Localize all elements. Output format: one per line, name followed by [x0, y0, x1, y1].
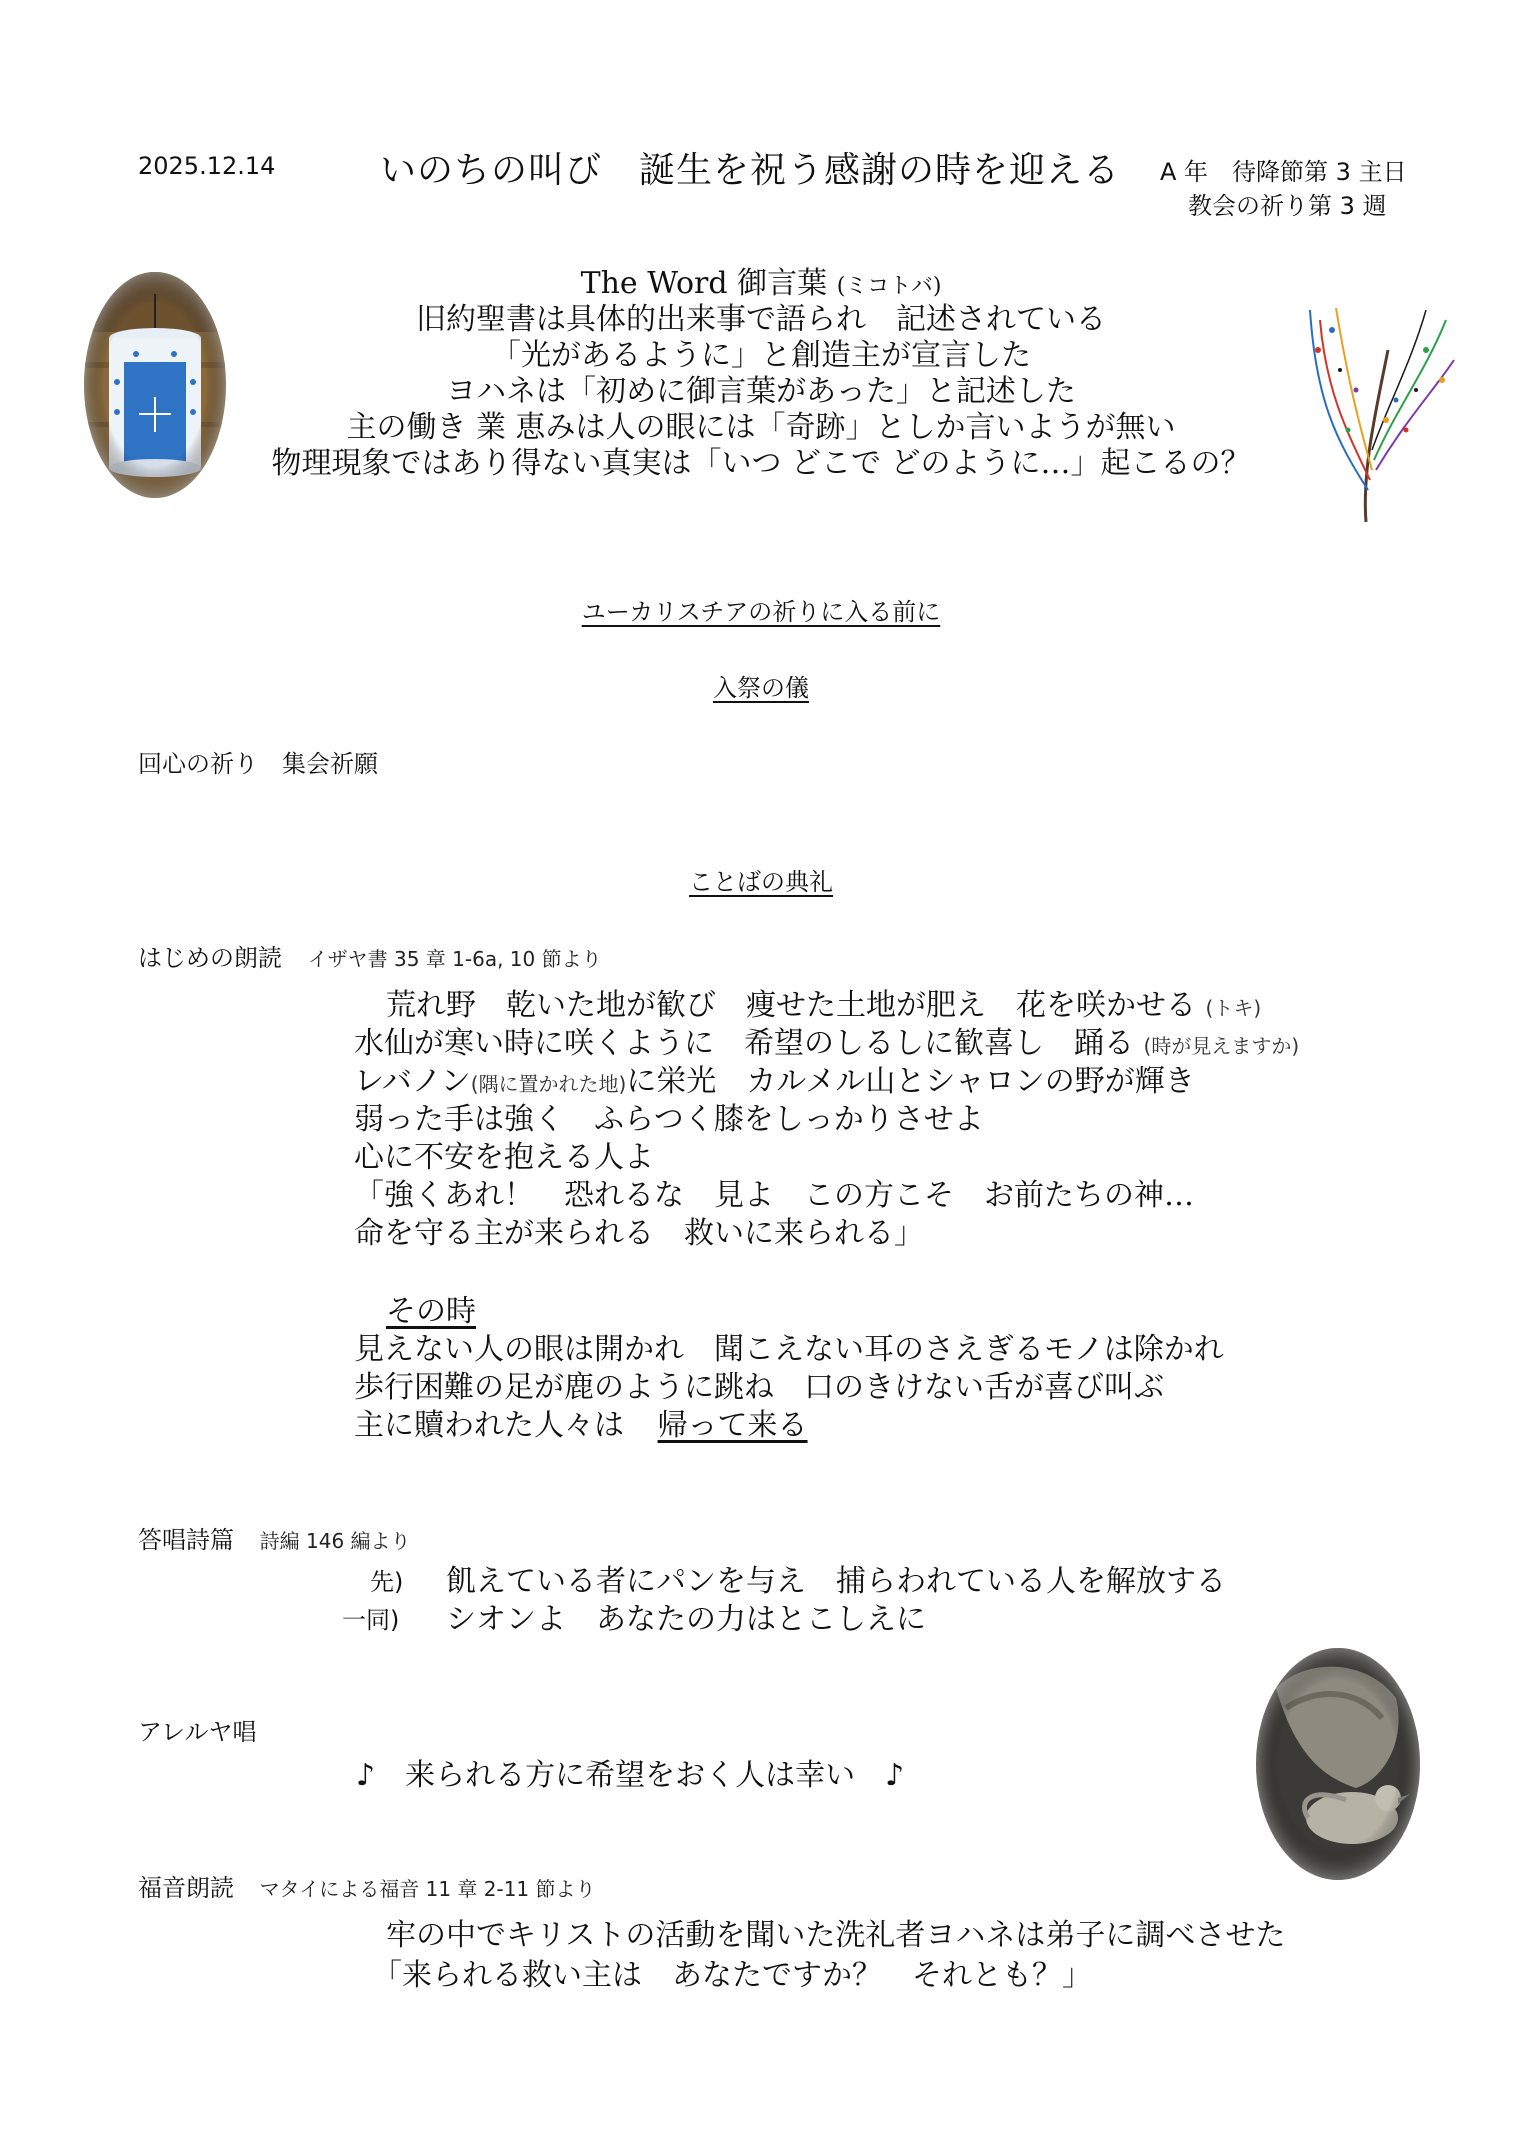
section-entrance-rite: 入祭の儀	[713, 674, 809, 702]
reading-line-8: その時	[386, 1294, 476, 1329]
reading-line-4: 弱った手は強く ふらつく膝をしっかりさせよ	[354, 1102, 984, 1137]
prayer-week: 教会の祈り第 3 週	[1188, 192, 1387, 220]
reading-line-1-text: 荒れ野 乾いた地が歓び 痩せた土地が肥え 花を咲かせる	[386, 988, 1196, 1023]
first-reading-reference: イザヤ書 35 章 1-6a, 10 節より	[307, 947, 602, 971]
reading-line-3-a: レバノン	[354, 1064, 471, 1099]
statue-photo	[1256, 1648, 1420, 1880]
reading-line-3-b: に栄光 カルメル山とシャロンの野が輝き	[626, 1064, 1195, 1099]
first-reading-title: はじめの朗読	[138, 944, 282, 972]
intro-heading-reading: (ミコトバ)	[836, 274, 942, 299]
reading-line-11	[354, 1400, 808, 1444]
reading-line-2-text: 水仙が寒い時に咲くように 希望のしるしに歓喜し 踊る	[354, 1026, 1134, 1061]
reading-line-7: 命を守る主が来られる 救いに来られる」	[354, 1216, 924, 1251]
penitential-prayer: 回心の祈り 集会祈願	[138, 750, 378, 778]
intro-line-3: 「光があるように」と創造主が宣言した	[491, 338, 1031, 373]
psalm-title: 答唱詩篇	[138, 1526, 234, 1554]
reading-line-9: 見えない人の眼は開かれ 聞こえない耳のさえぎるモノは除かれ	[354, 1332, 1224, 1367]
intro-heading: The Word 御言葉	[580, 266, 828, 301]
psalm-leader-text: 飢えている者にパンを与え 捕らわれている人を解放する	[446, 1564, 1226, 1599]
psalm-reference: 詩編 146 編より	[259, 1529, 411, 1553]
document-date: 2025.12.14	[138, 152, 276, 180]
section-liturgy-of-word: ことばの典礼	[689, 868, 833, 896]
reading-line-11-a: 主に贖われた人々は	[354, 1408, 624, 1443]
intro-line-6: 物理現象ではあり得ない真実は「いつ どこで どのように…」起こるの？	[271, 446, 1251, 481]
document-title: いのちの叫び 誕生を祝う感謝の時を迎える	[380, 150, 1121, 191]
first-reading-label	[138, 938, 602, 973]
gospel-reference: マタイによる福音 11 章 2-11 節より	[259, 1877, 596, 1901]
gospel-label	[138, 1868, 596, 1903]
section-before-eucharist: ユーカリスチアの祈りに入る前に	[581, 598, 941, 626]
alleluia-label: アレルヤ唱	[138, 1718, 257, 1746]
gospel-line-1: 牢の中でキリストの活動を聞いた洗礼者ヨハネは弟子に調べさせた	[386, 1918, 1286, 1953]
intro-line-4: ヨハネは「初めに御言葉があった」と記述した	[446, 374, 1076, 409]
reading-line-10: 歩行困難の足が鹿のように跳ね 口のきけない舌が喜び叫ぶ	[354, 1370, 1164, 1405]
reading-line-11-b: 帰って来る	[657, 1408, 808, 1443]
intro-line-2: 旧約聖書は具体的出来事で語られ 記述されている	[416, 302, 1106, 337]
alleluia-verse: ♪ 来られる方に希望をおく人は幸い ♪	[356, 1758, 905, 1793]
gospel-line-2: 「来られる救い主は あなたですか？ それとも？」	[372, 1958, 1092, 1993]
psalm-all-text: シオンよ あなたの力はとこしえに	[446, 1602, 926, 1637]
liturgical-season: A 年 待降節第 3 主日	[1160, 158, 1407, 186]
gospel-title: 福音朗読	[138, 1874, 234, 1902]
intro-line-5: 主の働き 業 恵みは人の眼には「奇跡」としか言いようが無い	[346, 410, 1176, 445]
reading-line-6: 「強くあれ！ 恐れるな 見よ この方こそ お前たちの神…	[354, 1178, 1194, 1213]
psalm-leader-tag: 先)	[370, 1568, 404, 1596]
reading-line-5: 心に不安を抱える人よ	[354, 1140, 654, 1175]
reading-line-3-note: (隅に置かれた地)	[470, 1072, 627, 1096]
psalm-all-tag: 一同)	[342, 1606, 400, 1634]
psalm-label	[138, 1520, 411, 1555]
reading-line-2-note: (時が見えますか)	[1143, 1034, 1300, 1058]
reading-line-1-note: (トキ)	[1205, 996, 1262, 1020]
dove-statue-icon	[1256, 1648, 1420, 1880]
